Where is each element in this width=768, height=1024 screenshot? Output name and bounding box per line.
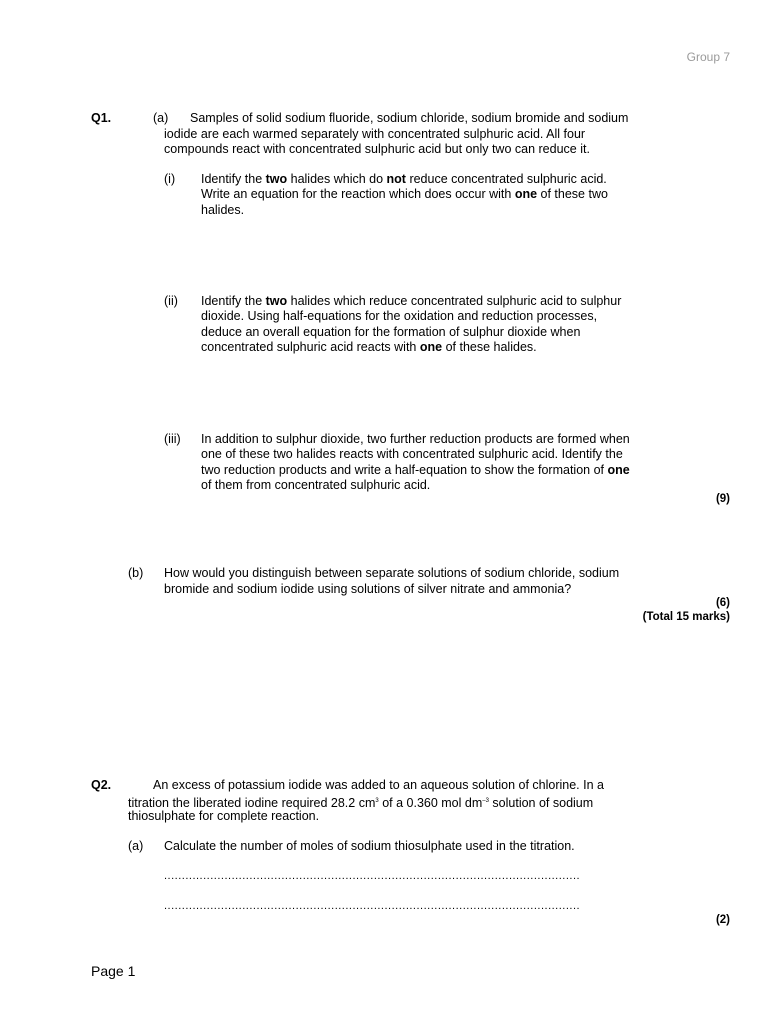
q2-a-label: (a) xyxy=(128,839,144,853)
emphasis: two xyxy=(265,172,288,186)
q1-b-marks: (6) xyxy=(715,597,730,609)
q1-a-text-line3: compounds react with concentrated sulphuric acid but only two can reduce it. xyxy=(164,142,590,156)
text: halides which reduce concentrated sulphuric acid to sulphur xyxy=(287,294,622,308)
text: titration the liberated iodine required 28.2 cm xyxy=(128,796,376,811)
q1-ii-line3: deduce an overall equation for the formation of sulphur dioxide when xyxy=(201,325,581,339)
page-header-group: Group 7 xyxy=(686,50,730,64)
q1-total-marks: (Total 15 marks) xyxy=(642,611,730,623)
page-number: Page 1 xyxy=(91,963,136,979)
q1-b-line1: How would you distinguish between separate solutions of sodium chloride, sodium xyxy=(164,566,620,580)
emphasis: two xyxy=(265,294,288,308)
q2-answer-line-1[interactable]: ..................................................................................................................... xyxy=(164,870,581,882)
q1-ii-line4 xyxy=(201,340,537,355)
text: Write an equation for the reaction which does occur with xyxy=(201,187,515,201)
q1-iii-line2: one of these two halides reacts with concentrated sulphuric acid. Identify the xyxy=(201,447,623,461)
q1-b-line2: bromide and sodium iodide using solutions of silver nitrate and ammonia? xyxy=(164,582,572,596)
text: two reduction products and write a half-equation to show the formation of xyxy=(201,463,608,477)
q1-i-label: (i) xyxy=(164,172,176,186)
emphasis: one xyxy=(419,340,443,354)
q1-a-text-line1: Samples of solid sodium fluoride, sodium chloride, sodium bromide and sodium xyxy=(190,111,629,125)
q1-number: Q1. xyxy=(91,111,112,125)
text: of a 0.360 mol dm xyxy=(378,796,483,811)
q1-ii-label: (ii) xyxy=(164,294,178,308)
text: concentrated sulphuric acid reacts with xyxy=(201,340,420,354)
q1-a-marks: (9) xyxy=(715,493,730,505)
q1-a-label: (a) xyxy=(153,111,169,125)
q2-a-text: Calculate the number of moles of sodium thiosulphate used in the titration. xyxy=(164,839,575,853)
text: solution of sodium xyxy=(488,796,594,811)
q1-b-label: (b) xyxy=(128,566,144,580)
text: of these two xyxy=(537,187,608,201)
emphasis: one xyxy=(607,463,630,477)
text: Identify the xyxy=(201,294,266,308)
text: of these halides. xyxy=(442,340,537,354)
q1-i-line2 xyxy=(201,187,608,202)
q2-line3: thiosulphate for complete reaction. xyxy=(128,809,320,823)
q1-iii-line3 xyxy=(201,463,630,478)
superscript: –3 xyxy=(482,798,489,804)
q2-line1: An excess of potassium iodide was added to an aqueous solution of chlorine. In a xyxy=(153,778,604,792)
q1-i-line1 xyxy=(201,172,607,187)
text: Identify the xyxy=(201,172,266,186)
emphasis: not xyxy=(386,172,406,186)
q1-i-line3: halides. xyxy=(201,203,245,217)
q1-a-text-line2: iodide are each warmed separately with concentrated sulphuric acid. All four xyxy=(164,127,586,141)
q1-iii-line4: of them from concentrated sulphuric acid. xyxy=(201,478,431,492)
q2-answer-line-2[interactable]: ..................................................................................................................... xyxy=(164,900,581,912)
text: reduce concentrated sulphuric acid. xyxy=(405,172,607,186)
superscript: 3 xyxy=(375,798,379,804)
q1-ii-line2: dioxide. Using half-equations for the oxidation and reduction processes, xyxy=(201,309,598,323)
q1-iii-label: (iii) xyxy=(164,432,181,446)
q1-iii-line1: In addition to sulphur dioxide, two further reduction products are formed when xyxy=(201,432,630,446)
q2-number: Q2. xyxy=(91,778,112,792)
q2-a-marks: (2) xyxy=(715,914,730,926)
text: halides which do xyxy=(287,172,387,186)
q1-ii-line1 xyxy=(201,294,621,309)
emphasis: one xyxy=(514,187,538,201)
